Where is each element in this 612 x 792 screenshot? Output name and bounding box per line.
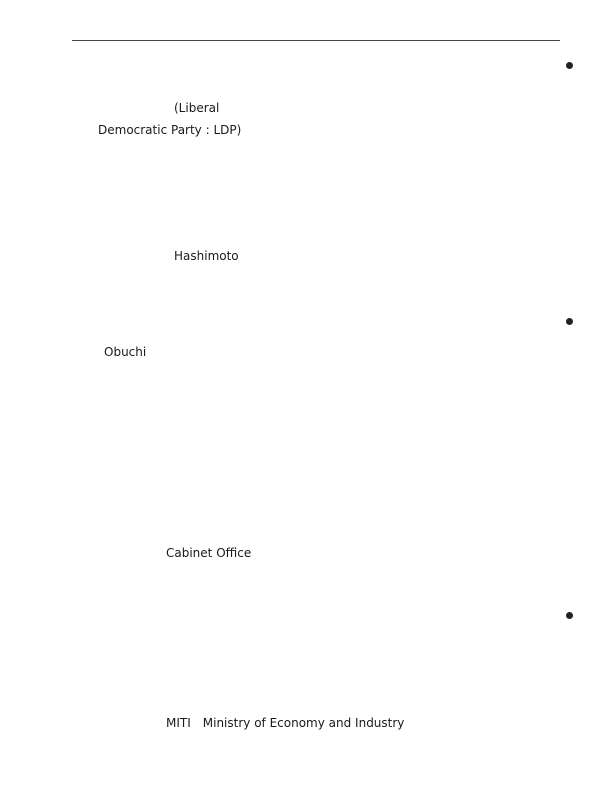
paragraph-line: Obuchi (104, 345, 147, 359)
margin-mark (566, 62, 573, 69)
list-item: MITI Ministry of Economy and Industry (166, 716, 405, 730)
header-rule (72, 40, 560, 41)
paragraph-line: (Liberal (174, 101, 220, 115)
margin-mark (566, 318, 573, 325)
paragraph-line: Hashimoto (174, 249, 239, 263)
list-item: Cabinet Office (166, 546, 252, 560)
margin-mark (566, 612, 573, 619)
paragraph-line: Democratic Party : LDP) (98, 123, 242, 137)
